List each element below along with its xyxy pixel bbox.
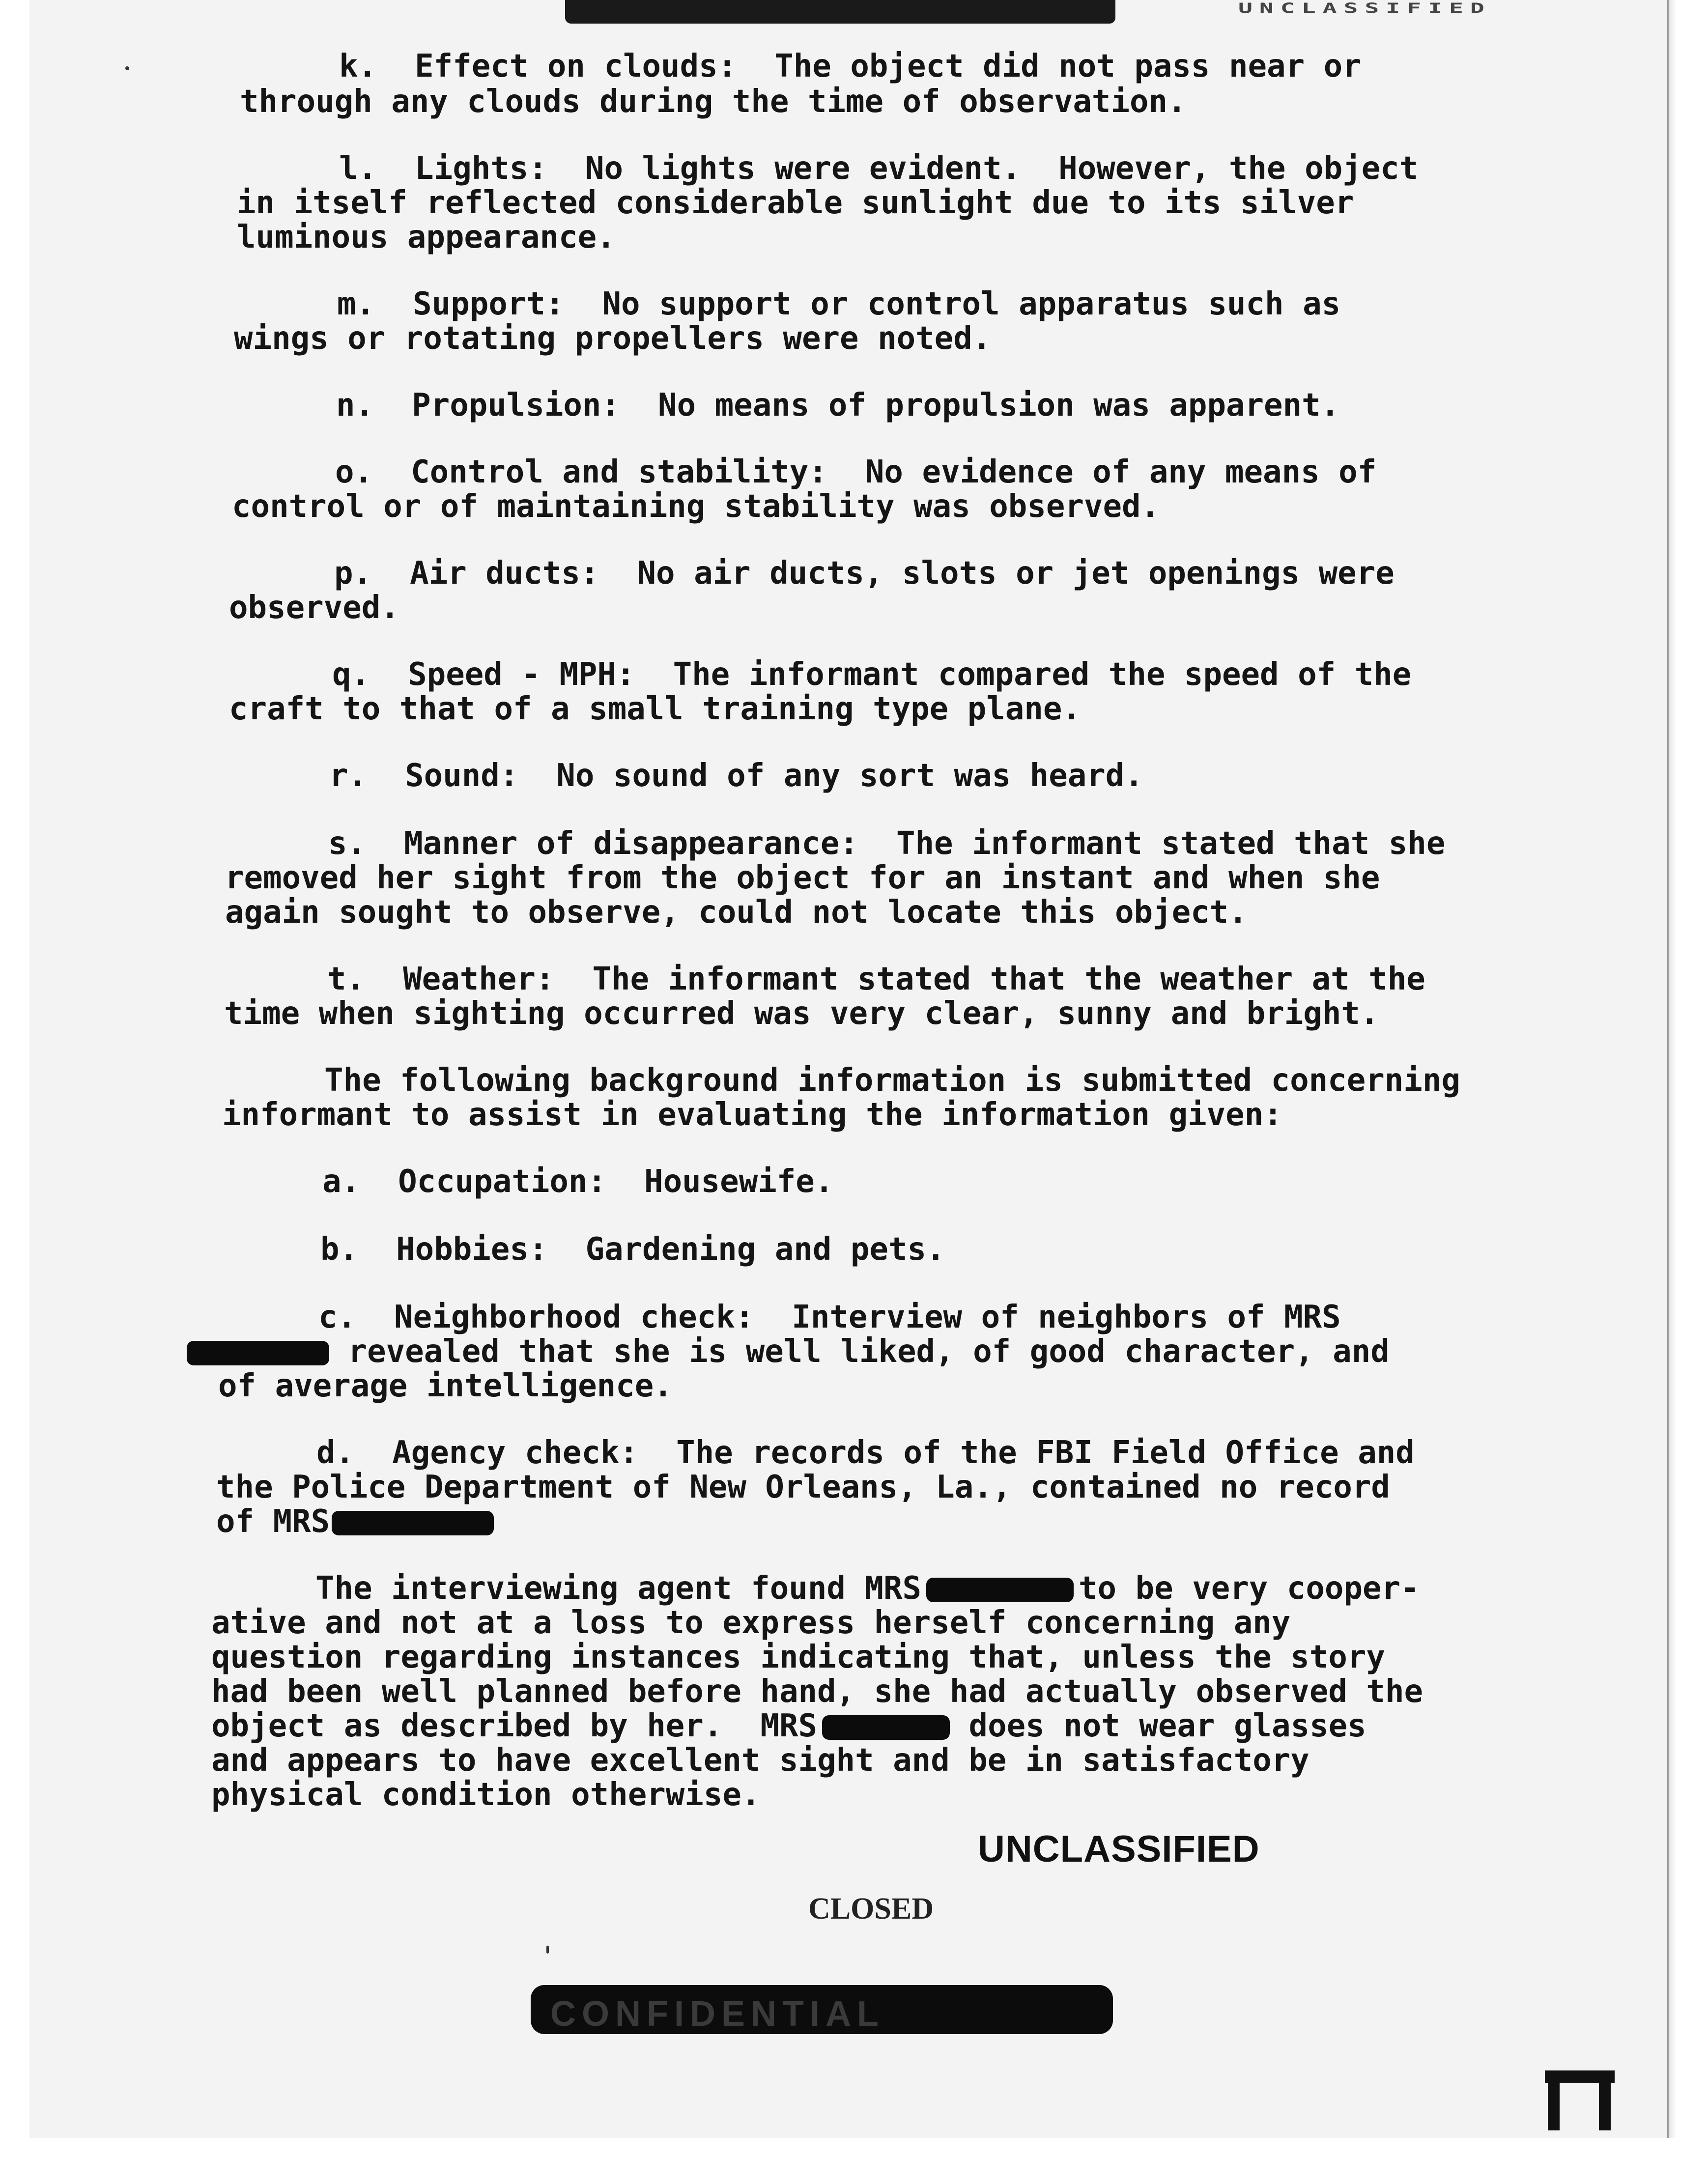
closed-stamp: CLOSED [808, 1892, 934, 1926]
closing-line3: question regarding instances indicating that, unless the story [211, 1639, 1385, 1675]
speck [125, 66, 129, 70]
item-o-line1: o. Control and stability: No evidence of any means of [335, 454, 1377, 490]
unclassified-stamp: UNCLASSIFIED [978, 1828, 1260, 1870]
item-m-line2: wings or rotating propellers were noted. [234, 320, 992, 357]
name-redaction [332, 1511, 494, 1535]
background-c-line2: revealed that she is well liked, of good character, and [187, 1334, 1390, 1369]
closing-line1: The interviewing agent found MRS to be very cooper- [315, 1570, 1420, 1607]
page-corner-mark [1543, 2069, 1617, 2132]
background-c-line1: c. Neighborhood check: Interview of neighbors of MRS [318, 1299, 1341, 1335]
scan-left-margin [0, 0, 29, 2182]
item-t-line2: time when sighting occurred was very clear, sunny and bright. [224, 995, 1379, 1032]
closing-line4: had been well planned before hand, she had actually observed the [211, 1673, 1423, 1710]
background-d-line3: of MRS [216, 1504, 494, 1539]
item-p-line1: p. Air ducts: No air ducts, slots or jet openings were [334, 555, 1395, 592]
item-s-line1: s. Manner of disappearance: The informant stated that she [328, 825, 1446, 862]
item-s-line2: removed her sight from the object for an instant and when she [225, 860, 1380, 896]
background-c-line3: of average intelligence. [218, 1368, 673, 1404]
confidential-stamp-redaction [531, 1985, 1113, 2034]
item-k-line1: k. Effect on clouds: The object did not pass near or [339, 48, 1362, 85]
scan-bottom-margin [0, 2138, 1708, 2182]
closing-line6: and appears to have excellent sight and be in satisfactory [211, 1742, 1309, 1779]
item-o-line2: control or of maintaining stability was observed. [232, 488, 1160, 525]
closing-line7: physical condition otherwise. [211, 1777, 761, 1813]
item-s-line3: again sought to observe, could not locate this object. [225, 894, 1248, 931]
closing-line2: ative and not at a loss to express herself concerning any [211, 1605, 1291, 1641]
name-redaction [926, 1578, 1074, 1602]
background-a: a. Occupation: Housewife. [322, 1163, 834, 1200]
item-q-line2: craft to that of a small training type plane. [229, 691, 1081, 727]
redacted-stamp-text: CONFIDENTIAL [550, 1994, 884, 2034]
scan-right-margin [1667, 0, 1708, 2182]
item-l-line1: l. Lights: No lights were evident. However, the object [339, 150, 1419, 187]
item-m-line1: m. Support: No support or control apparatus such as [337, 286, 1341, 322]
background-intro-line2: informant to assist in evaluating the information given: [222, 1097, 1282, 1133]
background-intro-line1: The following background information is submitted concerning [324, 1062, 1460, 1099]
background-d-line2: the Police Department of New Orleans, La., contained no record [216, 1469, 1390, 1505]
name-redaction [187, 1341, 329, 1365]
background-d-line1: d. Agency check: The records of the FBI Field Office and [316, 1435, 1415, 1471]
top-classification-marking: UNCLASSIFIED [1238, 0, 1491, 17]
background-b: b. Hobbies: Gardening and pets. [320, 1231, 945, 1268]
closing-line5: object as described by her. MRS does not wear glasses [211, 1708, 1366, 1744]
item-l-line3: luminous appearance. [237, 219, 616, 255]
item-r-line1: r. Sound: No sound of any sort was heard. [329, 758, 1143, 794]
speck [546, 1946, 549, 1954]
item-p-line2: observed. [229, 590, 399, 626]
item-n-line1: n. Propulsion: No means of propulsion was apparent. [336, 387, 1340, 424]
item-k-line2: through any clouds during the time of observation. [240, 84, 1187, 120]
item-l-line2: in itself reflected considerable sunlight due to its silver [237, 185, 1354, 221]
name-redaction [822, 1715, 950, 1740]
item-q-line1: q. Speed - MPH: The informant compared the speed of the [332, 656, 1412, 693]
top-redaction-bar [565, 0, 1115, 24]
item-t-line1: t. Weather: The informant stated that the weather at the [327, 961, 1425, 997]
